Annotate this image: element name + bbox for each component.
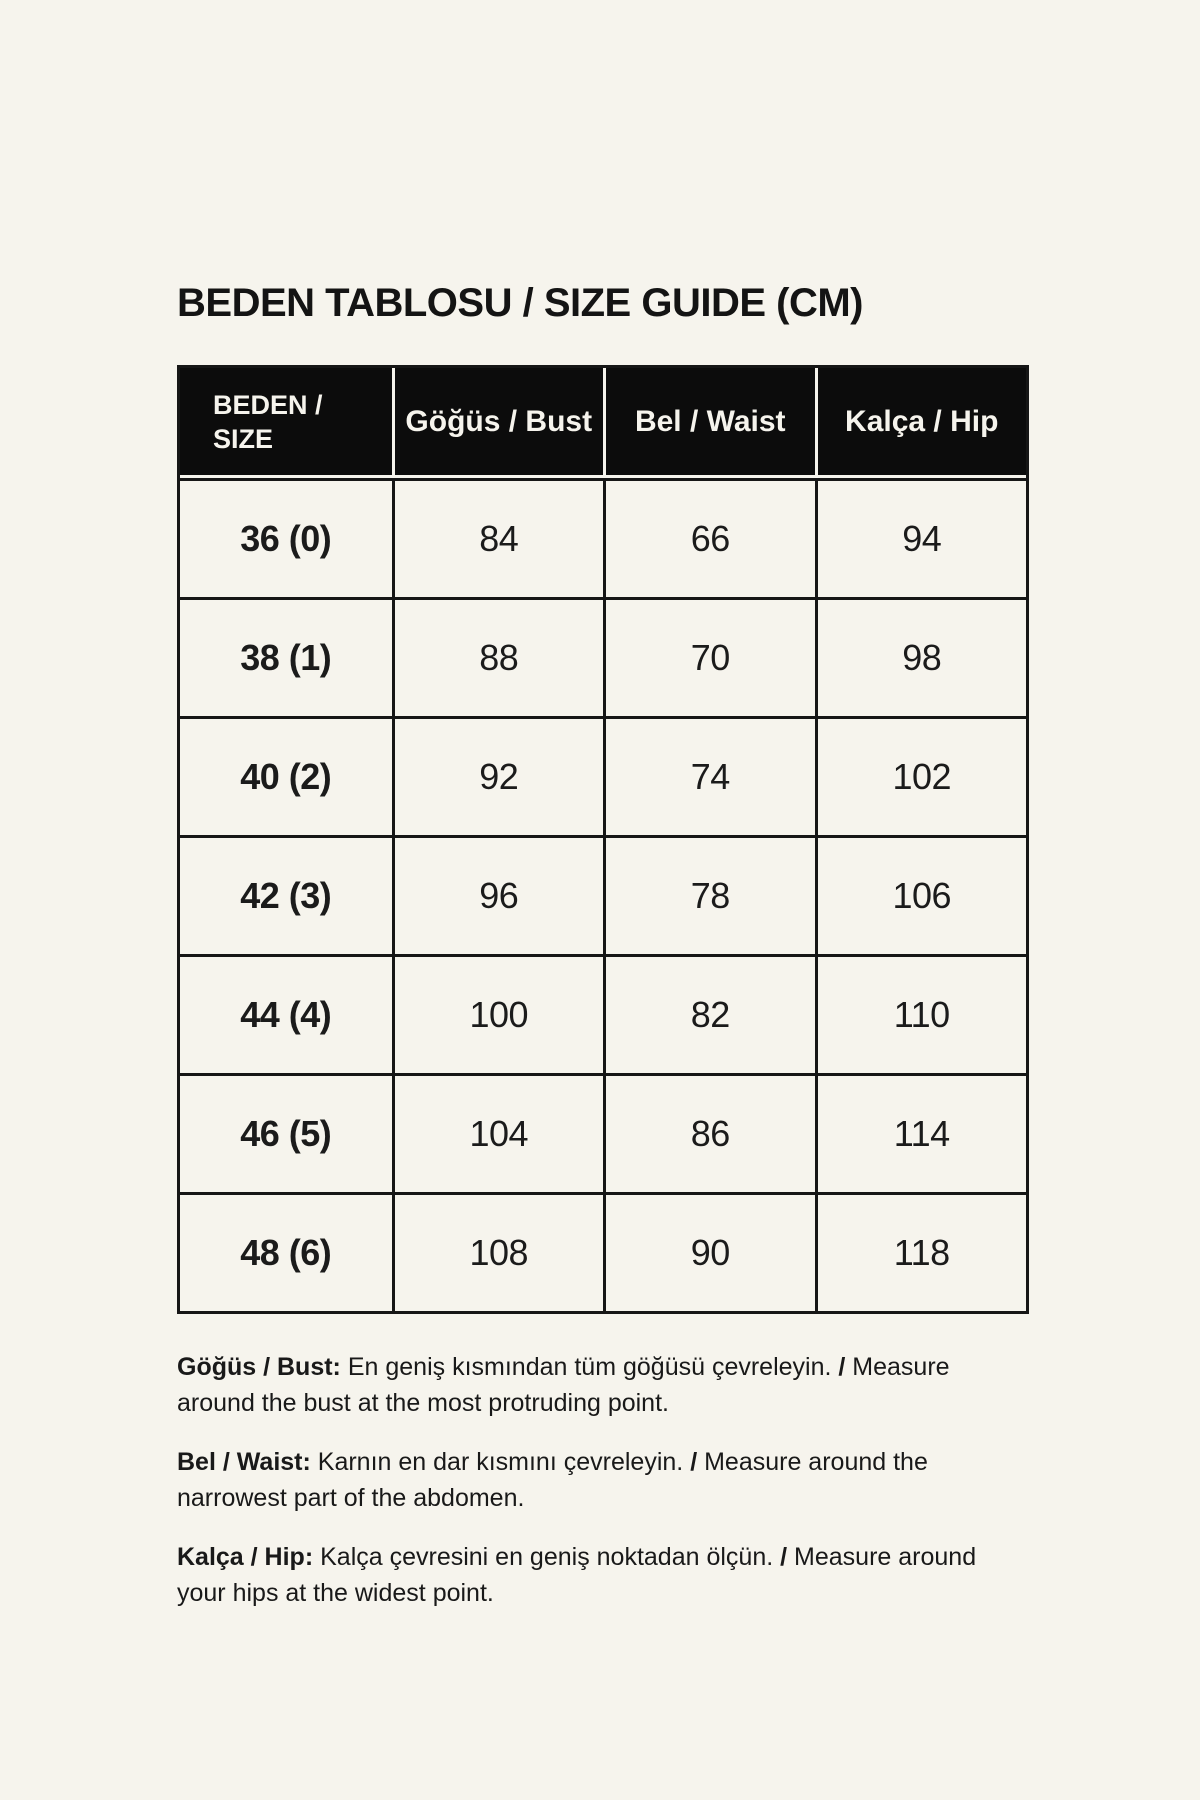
note-waist-text-tr: Karnın en dar kısmını çevreleyin. xyxy=(317,1448,684,1476)
measurement-cell: 96 xyxy=(392,835,604,954)
note-bust-separator: / xyxy=(838,1353,846,1381)
measurement-cell: 66 xyxy=(603,478,815,597)
measurement-cell: 86 xyxy=(603,1073,815,1192)
size-cell: 44 (4) xyxy=(180,954,392,1073)
measurement-cell: 108 xyxy=(392,1192,604,1311)
measurement-cell: 106 xyxy=(815,835,1027,954)
measurement-cell: 118 xyxy=(815,1192,1027,1311)
note-hip-text-en: Measure around your hips at the widest point. xyxy=(177,1543,977,1607)
size-cell: 38 (1) xyxy=(180,597,392,716)
measurement-cell: 74 xyxy=(603,716,815,835)
note-bust-text-en: Measure around the bust at the most protruding point. xyxy=(177,1353,950,1417)
note-hip xyxy=(177,1539,1027,1611)
measurement-cell: 114 xyxy=(815,1073,1027,1192)
measurement-cell: 98 xyxy=(815,597,1027,716)
size-cell: 42 (3) xyxy=(180,835,392,954)
note-bust-label: Göğüs / Bust: xyxy=(177,1353,341,1381)
note-hip-separator: / xyxy=(780,1543,788,1571)
note-waist-label: Bel / Waist: xyxy=(177,1448,311,1476)
size-table xyxy=(177,365,1029,1314)
note-bust xyxy=(177,1349,1027,1421)
measurement-cell: 100 xyxy=(392,954,604,1073)
measurement-cell: 82 xyxy=(603,954,815,1073)
measurement-cell: 84 xyxy=(392,478,604,597)
note-waist xyxy=(177,1444,1027,1516)
size-cell: 46 (5) xyxy=(180,1073,392,1192)
note-waist-separator: / xyxy=(690,1448,698,1476)
size-cell: 48 (6) xyxy=(180,1192,392,1311)
note-hip-text-tr: Kalça çevresini en geniş noktadan ölçün. xyxy=(320,1543,774,1571)
measurement-cell: 70 xyxy=(603,597,815,716)
measurement-notes xyxy=(177,1349,1027,1634)
measurement-cell: 102 xyxy=(815,716,1027,835)
measurement-cell: 78 xyxy=(603,835,815,954)
measurement-cell: 90 xyxy=(603,1192,815,1311)
measurement-cell: 104 xyxy=(392,1073,604,1192)
note-bust-text-tr: En geniş kısmından tüm göğüsü çevreleyin. xyxy=(347,1353,832,1381)
column-header-size: BEDEN / SIZE xyxy=(180,368,392,478)
measurement-cell: 92 xyxy=(392,716,604,835)
measurement-cell: 88 xyxy=(392,597,604,716)
note-waist-text-en: Measure around the narrowest part of the abdomen. xyxy=(177,1448,928,1512)
measurement-cell: 94 xyxy=(815,478,1027,597)
size-cell: 36 (0) xyxy=(180,478,392,597)
column-header-bust: Göğüs / Bust xyxy=(392,368,604,478)
page-title: BEDEN TABLOSU / SIZE GUIDE (CM) xyxy=(177,281,863,325)
column-header-waist: Bel / Waist xyxy=(603,368,815,478)
note-hip-label: Kalça / Hip: xyxy=(177,1543,314,1571)
column-header-hip: Kalça / Hip xyxy=(815,368,1027,478)
measurement-cell: 110 xyxy=(815,954,1027,1073)
size-cell: 40 (2) xyxy=(180,716,392,835)
